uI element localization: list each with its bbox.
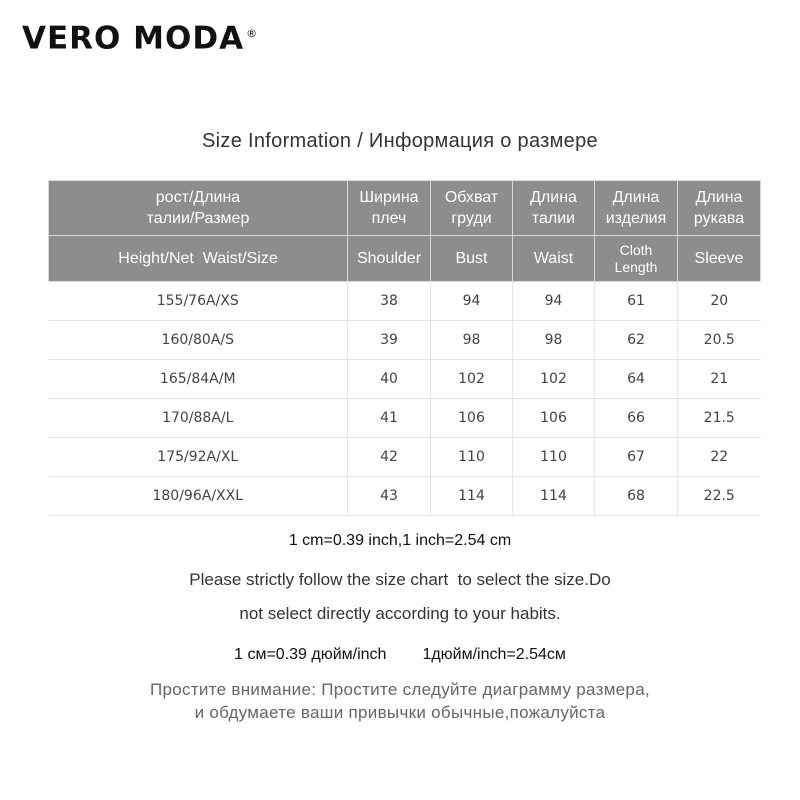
header-ru-sleeve: Длина рукава — [678, 181, 761, 236]
cloth-length-cell: 62 — [595, 321, 678, 360]
bust-cell: 106 — [431, 399, 513, 438]
sleeve-cell: 22 — [678, 438, 761, 477]
header-en-waist: Waist — [513, 236, 595, 282]
sleeve-cell: 20 — [678, 282, 761, 321]
advice-line-1: Please strictly follow the size chart to select the size.Do — [189, 570, 611, 589]
cloth-length-cell: 64 — [595, 360, 678, 399]
size-cell: 160/80A/S — [49, 321, 348, 360]
registered-mark: ® — [246, 27, 259, 40]
header-ru-shoulder: Ширина плеч — [348, 181, 431, 236]
waist-cell: 110 — [513, 438, 595, 477]
conversion-note: 1 cm=0.39 inch,1 inch=2.54 cm — [288, 532, 512, 549]
ru-advice-line-1: Простите внимание: Простите следуйте диаграмму размера, — [150, 680, 650, 699]
bust-cell: 102 — [431, 360, 513, 399]
waist-cell: 114 — [513, 477, 595, 516]
shoulder-cell: 38 — [348, 282, 431, 321]
size-cell: 170/88A/L — [49, 399, 348, 438]
size-cell: 175/92A/XL — [49, 438, 348, 477]
table-row — [49, 360, 761, 399]
page-title: Size Information / Информация о размере — [202, 130, 598, 152]
header-en-sleeve: Sleeve — [678, 236, 761, 282]
table-row — [49, 438, 761, 477]
cloth-length-cell: 67 — [595, 438, 678, 477]
header-row-en — [49, 236, 761, 282]
sleeve-cell: 21 — [678, 360, 761, 399]
bust-cell: 94 — [431, 282, 513, 321]
shoulder-cell: 42 — [348, 438, 431, 477]
shoulder-cell: 41 — [348, 399, 431, 438]
table-row — [49, 399, 761, 438]
table-row — [49, 282, 761, 321]
sleeve-cell: 21.5 — [678, 399, 761, 438]
waist-cell: 106 — [513, 399, 595, 438]
brand-logo — [22, 14, 258, 58]
conversion-ru-inch: 1дюйм/inch=2.54см — [422, 646, 566, 663]
size-cell: 155/76A/XS — [49, 282, 348, 321]
header-en-cloth-length: Cloth Length — [595, 236, 678, 282]
sleeve-cell: 20.5 — [678, 321, 761, 360]
header-row-ru — [49, 181, 761, 236]
cloth-length-cell: 61 — [595, 282, 678, 321]
header-en-bust: Bust — [431, 236, 513, 282]
size-table — [48, 180, 761, 516]
ru-advice-line-2: и обдумаете ваши привычки обычные,пожалуйста — [194, 703, 606, 722]
table-row — [49, 321, 761, 360]
header-en-shoulder: Shoulder — [348, 236, 431, 282]
shoulder-cell: 39 — [348, 321, 431, 360]
waist-cell: 102 — [513, 360, 595, 399]
size-cell: 180/96A/XXL — [49, 477, 348, 516]
conversion-note-ru — [0, 646, 800, 664]
shoulder-cell: 43 — [348, 477, 431, 516]
header-en-size: Height/Net Waist/Size — [49, 236, 348, 282]
conversion-ru-cm: 1 см=0.39 дюйм/inch — [234, 646, 387, 663]
shoulder-cell: 40 — [348, 360, 431, 399]
waist-cell: 98 — [513, 321, 595, 360]
size-cell: 165/84A/M — [49, 360, 348, 399]
header-ru-size: рост/Длина талии/Размер — [49, 181, 348, 236]
bust-cell: 98 — [431, 321, 513, 360]
bust-cell: 110 — [431, 438, 513, 477]
cloth-length-cell: 66 — [595, 399, 678, 438]
table-row — [49, 477, 761, 516]
brand-name: VERO MODA — [22, 20, 245, 57]
header-ru-bust: Обхват груди — [431, 181, 513, 236]
waist-cell: 94 — [513, 282, 595, 321]
cloth-length-cell: 68 — [595, 477, 678, 516]
advice-line-2: not select directly according to your habits. — [239, 604, 561, 623]
bust-cell: 114 — [431, 477, 513, 516]
header-ru-length: Длина изделия — [595, 181, 678, 236]
header-ru-waist: Длина талии — [513, 181, 595, 236]
sleeve-cell: 22.5 — [678, 477, 761, 516]
